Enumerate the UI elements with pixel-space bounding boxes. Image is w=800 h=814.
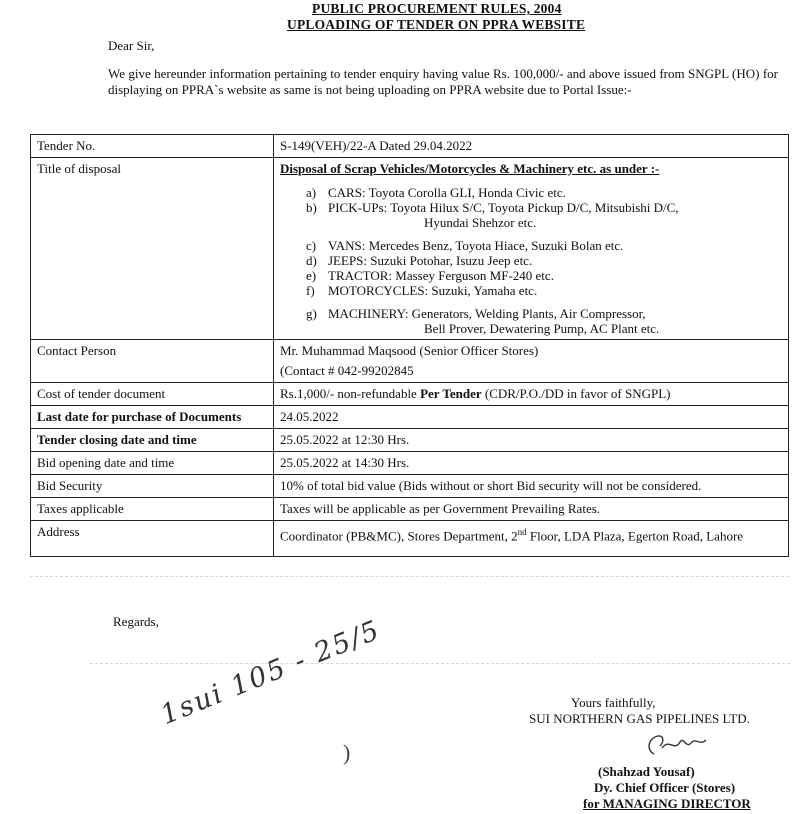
address-value-sup: nd <box>517 527 527 537</box>
regards: Regards, <box>113 614 159 629</box>
tender-no-label: Tender No. <box>31 135 274 158</box>
last-date-value: 24.05.2022 <box>274 406 789 429</box>
title-label: Title of disposal <box>31 158 274 340</box>
table-row-cost <box>31 383 789 406</box>
signatory-for: for MANAGING DIRECTOR <box>583 796 751 811</box>
intro-paragraph: We give hereunder information pertaining to tender enquiry having value Rs. 100,000/- and above issued from SNGPL (HO) for displaying on PPRA`s website as same is not being uploading on PPRA website due to Portal Issue:- <box>108 66 778 97</box>
table-row-contact <box>31 340 789 383</box>
list-item <box>306 185 782 200</box>
item-text-wrap <box>328 306 659 336</box>
title-cell <box>274 158 789 340</box>
cost-value-pre: Rs.1,000/- non-refundable <box>280 386 421 401</box>
table-row-address <box>31 521 789 557</box>
item-text: JEEPS: Suzuki Potohar, Isuzu Jeep etc. <box>328 253 533 268</box>
contact-phone: (Contact # 042-99202845 <box>280 363 414 378</box>
list-item <box>306 238 782 253</box>
item-marker: a) <box>306 185 317 200</box>
scan-divider <box>30 576 789 577</box>
item-marker: d) <box>306 253 317 268</box>
security-value: 10% of total bid value (Bids without or short Bid security will not be considered. <box>274 475 789 498</box>
company-name: SUI NORTHERN GAS PIPELINES LTD. <box>529 711 750 726</box>
cost-value-bold: Per Tender <box>420 386 482 401</box>
address-value-pre: Coordinator (PB&MC), Stores Department, 2 <box>280 528 518 544</box>
item-text: CARS: Toyota Corolla GLI, Honda Civic etc. <box>328 185 566 200</box>
list-item <box>306 253 782 268</box>
table-row-last-date <box>31 406 789 429</box>
item-marker: c) <box>306 238 317 253</box>
item-text-wrap <box>328 200 679 230</box>
tender-no-value: S-149(VEH)/22-A Dated 29.04.2022 <box>274 135 789 158</box>
opening-label: Bid opening date and time <box>31 452 274 475</box>
scan-divider <box>90 663 790 664</box>
security-label: Bid Security <box>31 475 274 498</box>
item-text: MOTORCYCLES: Suzuki, Yamaha etc. <box>328 283 538 298</box>
contact-label: Contact Person <box>31 340 274 383</box>
signatory-designation: Dy. Chief Officer (Stores) <box>594 780 736 795</box>
contact-cell <box>274 340 789 383</box>
address-label: Address <box>31 521 274 557</box>
item-text: MACHINERY: Generators, Welding Plants, Air Compressor, <box>328 306 646 321</box>
disposal-items-list <box>280 185 782 336</box>
handwritten-mark: ) <box>343 740 351 765</box>
table-row-taxes <box>31 498 789 521</box>
item-text-continuation: Bell Prover, Dewatering Pump, AC Plant etc. <box>424 321 660 336</box>
table-row-opening <box>31 452 789 475</box>
opening-value: 25.05.2022 at 14:30 Hrs. <box>274 452 789 475</box>
yours-faithfully: Yours faithfully, <box>571 695 656 710</box>
signatory-name: (Shahzad Yousaf) <box>598 764 695 779</box>
item-text-continuation: Hyundai Shehzor etc. <box>424 215 537 230</box>
address-cell <box>274 521 789 557</box>
greeting: Dear Sir, <box>108 38 155 53</box>
table-row-security <box>31 475 789 498</box>
list-item <box>306 306 782 336</box>
taxes-label: Taxes applicable <box>31 498 274 521</box>
table-row-title <box>31 158 789 340</box>
last-date-label: Last date for purchase of Documents <box>31 406 274 429</box>
list-item <box>306 200 782 230</box>
header-title-uploading: UPLOADING OF TENDER ON PPRA WEBSITE <box>287 17 586 32</box>
cost-cell <box>274 383 789 406</box>
item-text: PICK-UPs: Toyota Hilux S/C, Toyota Pickup D/C, Mitsubishi D/C, <box>328 200 679 215</box>
tender-info-table <box>30 134 789 557</box>
item-marker: e) <box>306 268 317 283</box>
list-item <box>306 268 782 283</box>
table-row-closing <box>31 429 789 452</box>
closing-value: 25.05.2022 at 12:30 Hrs. <box>274 429 789 452</box>
item-text: VANS: Mercedes Benz, Toyota Hiace, Suzuki Bolan etc. <box>328 238 624 253</box>
item-marker: f) <box>306 283 315 298</box>
handwritten-note: 1sui 105 - 25/5 <box>156 614 386 731</box>
item-text: TRACTOR: Massey Ferguson MF-240 etc. <box>328 268 554 283</box>
list-item <box>306 283 782 298</box>
cost-label: Cost of tender document <box>31 383 274 406</box>
item-marker: g) <box>306 306 317 321</box>
taxes-value: Taxes will be applicable as per Government Prevailing Rates. <box>274 498 789 521</box>
closing-label: Tender closing date and time <box>31 429 274 452</box>
cost-value-post: (CDR/P.O./DD in favor of SNGPL) <box>481 386 671 401</box>
disposal-heading: Disposal of Scrap Vehicles/Motorcycles & Machinery etc. as under :- <box>280 161 660 176</box>
table-row-tender-no <box>31 135 789 158</box>
contact-name: Mr. Muhammad Maqsood (Senior Officer Stores) <box>280 343 539 358</box>
item-marker: b) <box>306 200 317 215</box>
header-title-rules: PUBLIC PROCUREMENT RULES, 2004 <box>312 1 562 16</box>
signature-scribble-icon <box>640 728 710 764</box>
address-value-post: Floor, LDA Plaza, Egerton Road, Lahore <box>526 528 744 544</box>
